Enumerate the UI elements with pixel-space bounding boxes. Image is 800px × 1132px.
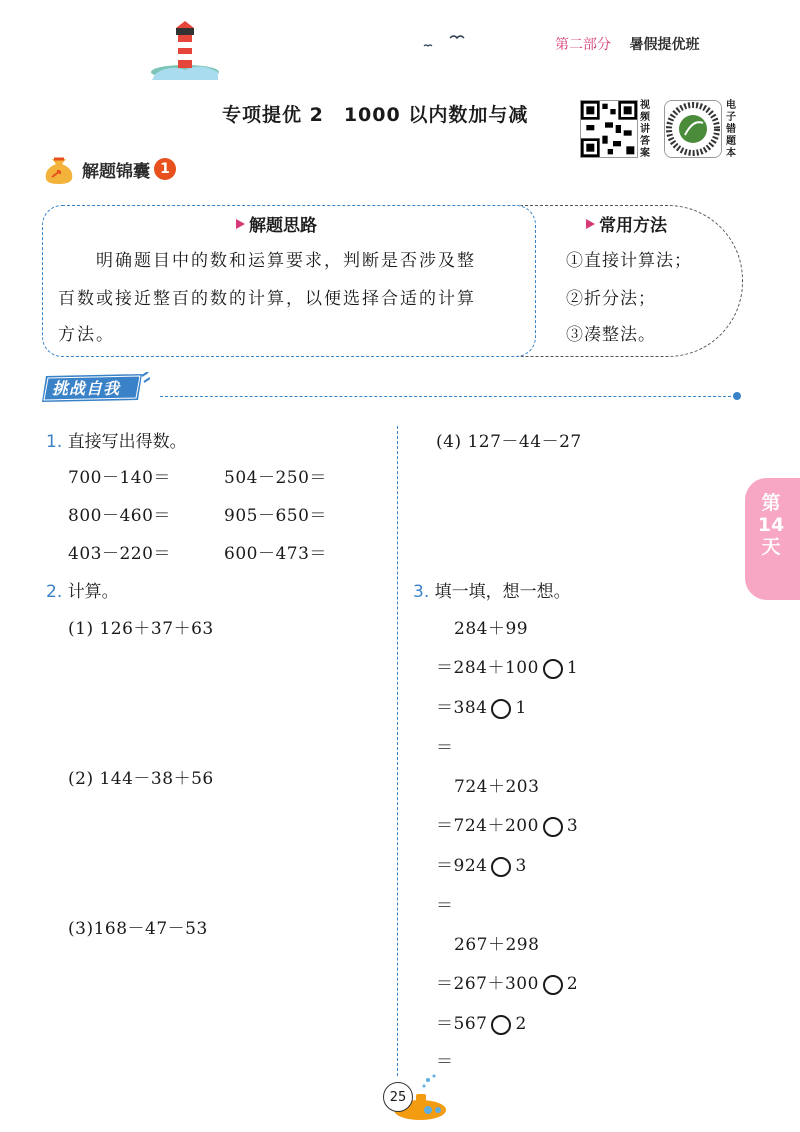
q3-step-right: 3: [566, 816, 579, 836]
qr-code-error-book[interactable]: [664, 100, 722, 158]
methods-heading: [586, 211, 667, 236]
methods-list: [566, 240, 692, 356]
q1-item: 403－220＝: [68, 544, 171, 564]
q3-step-right: 2: [515, 1014, 527, 1034]
qr-code-video[interactable]: [580, 100, 638, 158]
triangle-marker-icon: [236, 219, 245, 229]
q1-item: 504－250＝: [224, 468, 327, 488]
q2-heading: [46, 577, 119, 602]
q1-number: 1.: [46, 432, 63, 452]
operator-blank[interactable]: [543, 975, 563, 995]
operator-blank[interactable]: [491, 857, 511, 877]
thinking-paragraph: [58, 240, 528, 356]
q3-step-left: ＝567: [436, 1014, 488, 1034]
q3-step-right: 1: [515, 698, 527, 718]
q2-text: 计算。: [67, 582, 119, 602]
thinking-line: 方法。: [58, 325, 115, 345]
q1-heading: [46, 427, 187, 452]
q1-text: 直接写出得数。: [67, 432, 187, 452]
q2-item-2: (2) 144－38＋56: [68, 769, 214, 789]
thinking-heading: [236, 211, 317, 236]
operator-blank[interactable]: [491, 1015, 511, 1035]
q3-step-right: 2: [566, 974, 579, 994]
method-item: ③凑整法。: [566, 325, 656, 345]
q3-step-right: 1: [566, 658, 579, 678]
section-dotted-rule: [160, 396, 736, 397]
q3-answer-line[interactable]: ＝: [436, 1052, 454, 1072]
q1-item: 600－473＝: [224, 544, 327, 564]
tips-number: 1: [154, 158, 176, 180]
method-item: ②折分法；: [566, 289, 656, 309]
header-right: [555, 34, 699, 54]
q3-step: [436, 969, 578, 995]
q1-item: 905－650＝: [224, 506, 327, 526]
birds-icon: [420, 30, 470, 50]
qr1-label: 视频讲答案: [640, 100, 650, 159]
rule-end-dot: [733, 392, 741, 400]
thinking-heading-text: 解题思路: [249, 216, 317, 236]
operator-blank[interactable]: [491, 699, 511, 719]
q1-item: 800－460＝: [68, 506, 171, 526]
tips-title: 解题锦囊: [82, 161, 150, 182]
q3-step: [436, 693, 527, 719]
page-number: 25: [383, 1082, 413, 1112]
q3-text: 填一填，想一想。: [434, 582, 571, 602]
q3-step-left: ＝384: [436, 698, 488, 718]
operator-blank[interactable]: [543, 659, 563, 679]
q3-expression: 284＋99: [454, 619, 529, 639]
q3-answer-line[interactable]: ＝: [436, 896, 454, 916]
q3-expression: 724＋203: [454, 777, 540, 797]
q3-step: [436, 653, 578, 679]
q3-step: [436, 851, 527, 877]
column-divider: [397, 426, 398, 1076]
q3-step: [436, 1009, 527, 1035]
day-side-label: 第14天: [757, 492, 785, 558]
q3-step-left: ＝284＋100: [436, 658, 539, 678]
q2-item-1: (1) 126＋37＋63: [68, 619, 214, 639]
lighthouse-illustration: [150, 20, 220, 80]
thinking-line: 百数或接近整百的数的计算，以便选择合适的计算: [58, 289, 476, 309]
q3-step-right: 3: [515, 856, 527, 876]
tips-badge: [42, 153, 176, 185]
q3-step-left: ＝724＋200: [436, 816, 539, 836]
thinking-line: 明确题目中的数和运算要求，判断是否涉及整: [58, 251, 476, 271]
q2-item-4: (4) 127－44－27: [436, 432, 582, 452]
q3-step: [436, 811, 578, 837]
methods-heading-text: 常用方法: [599, 216, 667, 236]
qr2-label: 电子错题本: [726, 100, 736, 159]
operator-blank[interactable]: [543, 817, 563, 837]
q2-item-3: (3)168－47－53: [68, 919, 208, 939]
q3-answer-line[interactable]: ＝: [436, 738, 454, 758]
lucky-bag-icon: [42, 153, 76, 185]
q3-expression: 267＋298: [454, 935, 540, 955]
q2-number: 2.: [46, 582, 63, 602]
q3-step-left: ＝267＋300: [436, 974, 539, 994]
q1-item: 700－140＝: [68, 468, 171, 488]
book-label: 暑假提优班: [629, 37, 700, 53]
q3-step-left: ＝924: [436, 856, 488, 876]
triangle-marker-icon: [586, 219, 595, 229]
method-item: ①直接计算法；: [566, 251, 692, 271]
q3-heading: [413, 577, 571, 602]
challenge-label: 挑战自我: [52, 379, 121, 398]
page-title: 专项提优 2 1000 以内数加与减: [222, 104, 529, 126]
q3-number: 3.: [413, 582, 430, 602]
part-label: 第二部分: [555, 37, 611, 53]
